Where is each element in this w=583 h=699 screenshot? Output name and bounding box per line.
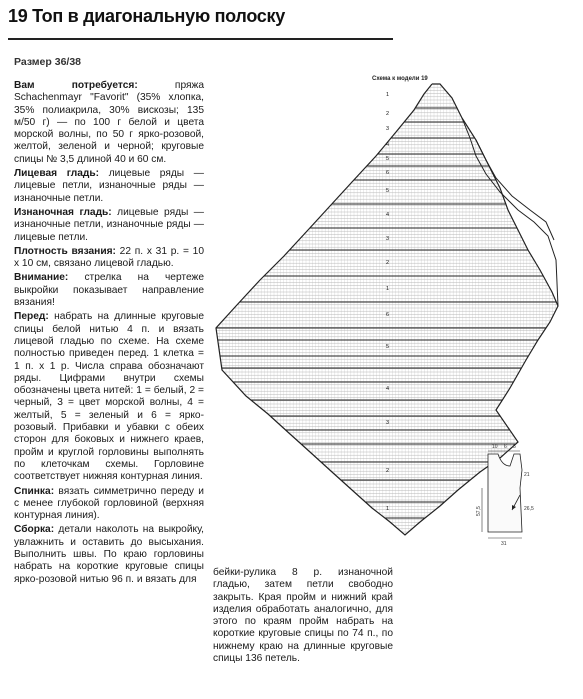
schematic-side-label-1: 21	[524, 472, 530, 478]
color-number-label: 2	[386, 111, 390, 117]
paragraph-front: Перед: набрать на длинные круговые спицы белой нитью 4 п. и вязать лицевой гладью по схеме. На схеме полностью приведен перед. 1 клетка = 1 п. х 1 р. Числа справа обозначают ряды. Цифрами внутри схемы обозначены цвета нитей: 1 = белый, 2 = черный, 3 = цвет морской волны, 4 = желтый, 5 = зеленый и 6 = ярко-розовый. Прибавки и убавки с обеих сторон для боковых и нижнего краев, пройм и круглой горловины выполнять по клеточкам схемы. Горловине соответствует нижняя контурная линия.	[14, 311, 204, 483]
color-number-label: 3	[386, 236, 390, 242]
schematic-top-label-2: 6	[504, 444, 507, 450]
color-number-label: 4	[386, 386, 390, 392]
color-number-label: 6	[386, 170, 390, 176]
paragraph-reverse-stockinette: Изнаночная гладь: лицевые ряды — изнаночные петли, изнаночные ряды — лицевые петли.	[14, 206, 204, 243]
color-number-label: 5	[386, 344, 390, 350]
color-number-label: 2	[386, 260, 390, 266]
title-divider	[8, 38, 393, 40]
paragraph-attention: Внимание: стрелка на чертеже выкройки показывает направление вязания!	[14, 272, 204, 309]
color-number-label: 6	[386, 312, 390, 318]
color-number-label: 2	[386, 468, 390, 474]
color-number-label: 1	[386, 92, 390, 98]
color-number-label: 4	[386, 212, 390, 218]
paragraph-stockinette: Лицевая гладь: лицевые ряды — лицевые петли, изнаночные ряды — изнаночные петли.	[14, 168, 204, 204]
schematic-outline	[488, 454, 522, 532]
chart-caption: Схема к модели 19	[372, 76, 428, 82]
size-label: Размер 36/38	[14, 56, 82, 68]
page-title: 19 Топ в диагональную полоску	[8, 6, 285, 26]
paragraph-gauge: Плотность вязания: 22 п. х 31 р. = 10 х 10 см, связано лицевой гладью.	[14, 245, 204, 270]
paragraph-assembly: Сборка: детали наколоть на выкройку, увлажнить и оставить до высыхания. Выполнить швы. По краю горловины набрать на короткие круговые спицы ярко-розовой нитью 96 п. и вязать для	[14, 524, 204, 585]
color-number-label: 1	[386, 506, 390, 512]
schematic-bottom-label: 31	[501, 541, 507, 547]
garment-schematic	[470, 440, 534, 548]
color-number-label: 5	[386, 188, 390, 194]
color-number-label: 1	[386, 286, 390, 292]
continuation-text: бейки-рулика 8 р. изнаночной гладью, затем петли свободно закрыть. Края пройм и нижний край изделия обработать аналогично, для этого по краям пройм набрать на короткие круговые спицы по 74 п., по нижнему краю на длинные круговые спицы 136 петель.	[213, 567, 393, 665]
color-number-label: 4	[386, 142, 390, 148]
color-number-label: 3	[386, 126, 390, 132]
schematic-top-label-1: 10	[492, 444, 498, 450]
schematic-left-label: 57,5	[476, 506, 482, 516]
schematic-side-label-2: 26,5	[524, 506, 534, 512]
instructions-column	[14, 80, 204, 588]
paragraph-back: Спинка: вязать симметрично переду и с менее глубокой горловиной (верхняя контурная линия).	[14, 485, 204, 522]
color-number-label: 5	[386, 156, 390, 162]
garment-schematic-svg	[470, 440, 534, 548]
schematic-top-label-3: 5	[513, 444, 516, 450]
color-number-label: 3	[386, 420, 390, 426]
paragraph-materials: Вам потребуется: пряжа Schachenmayr "Favorit" (35% хлопка, 35% полиакрила, 30% вискозы; 135 м/50 г) — по 100 г белой и цвета морской волны, по 50 г ярко-розовой, желтой, зеленой и черной; круговые спицы № 3,5 длиной 40 и 60 см.	[14, 80, 204, 165]
